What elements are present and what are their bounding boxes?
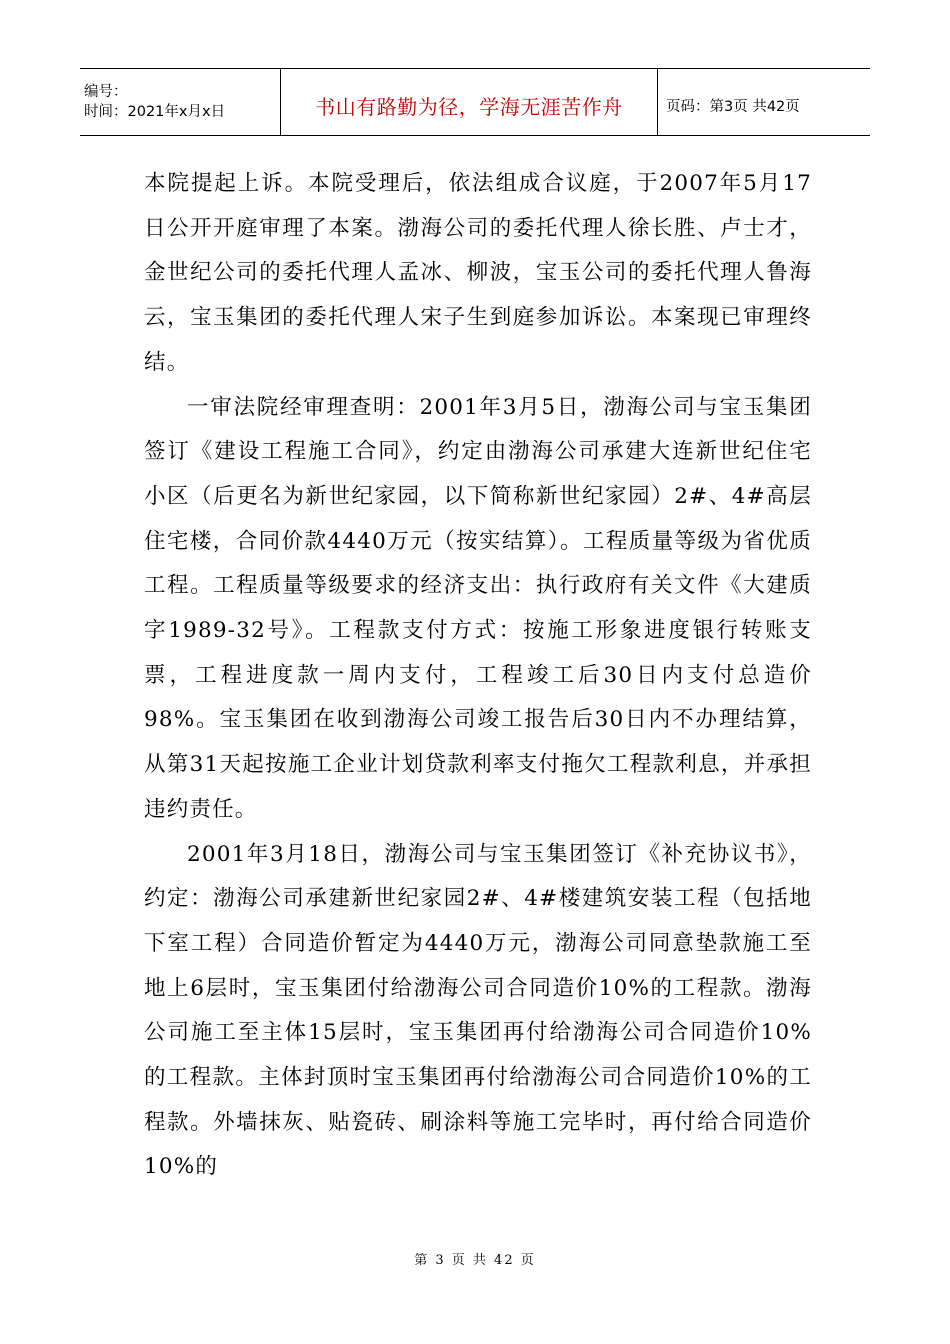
paragraph-3: 2001年3月18日，渤海公司与宝玉集团签订《补充协议书》，约定：渤海公司承建新世纪家园2#、4#楼建筑安装工程（包括地下室工程）合同造价暂定为4440万元，渤海公司同意垫款施工至地上6层时，宝玉集团付给渤海公司合同造价10%的工程款。渤海公司施工至主体15层时，宝玉集团再付给渤海公司合同造价10%的工程款。主体封顶时宝玉集团再付给渤海公司合同造价10%的工程款。外墙抹灰、贴瓷砖、刷涂料等施工完毕时，再付给合同造价10%的 (144, 841, 812, 1180)
header-slogan (280, 69, 658, 135)
page-footer: 第 3 页 共 42 页 (414, 1253, 536, 1268)
time-label: 时间：2021年x月x日 (84, 104, 226, 120)
paragraph-1: 本院提起上诉。本院受理后，依法组成合议庭，于2007年5月17日公开开庭审理了本案。渤海公司的委托代理人徐长胜、卢士才，金世纪公司的委托代理人孟冰、柳波，宝玉公司的委托代理人鲁海云，宝玉集团的委托代理人宋子生到庭参加诉讼。本案现已审理终结。 (144, 171, 812, 375)
page-info-text: 页码：第3页 共42页 (666, 98, 800, 115)
page-header (80, 68, 870, 136)
slogan-text: 书山有路勤为径，学海无涯苦作舟 (315, 94, 623, 119)
number-label: 编号： (84, 84, 128, 100)
header-meta (80, 69, 280, 135)
header-page-info (658, 69, 870, 135)
paragraph-2: 一审法院经审理查明：2001年3月5日，渤海公司与宝玉集团签订《建设工程施工合同》，约定由渤海公司承建大连新世纪住宅小区（后更名为新世纪家园，以下简称新世纪家园）2#、4#高层住宅楼，合同价款4440万元（按实结算）。工程质量等级为省优质工程。工程质量等级要求的经济支出：执行政府有关文件《大建质字1989-32号》。工程款支付方式：按施工形象进度银行转账支票，工程进度款一周内支付，工程竣工后30日内支付总造价98%。宝玉集团在收到渤海公司竣工报告后30日内不办理结算，从第31天起按施工企业计划贷款利率支付拖欠工程款利息，并承担违约责任。 (144, 394, 812, 822)
document-body (144, 162, 812, 1190)
